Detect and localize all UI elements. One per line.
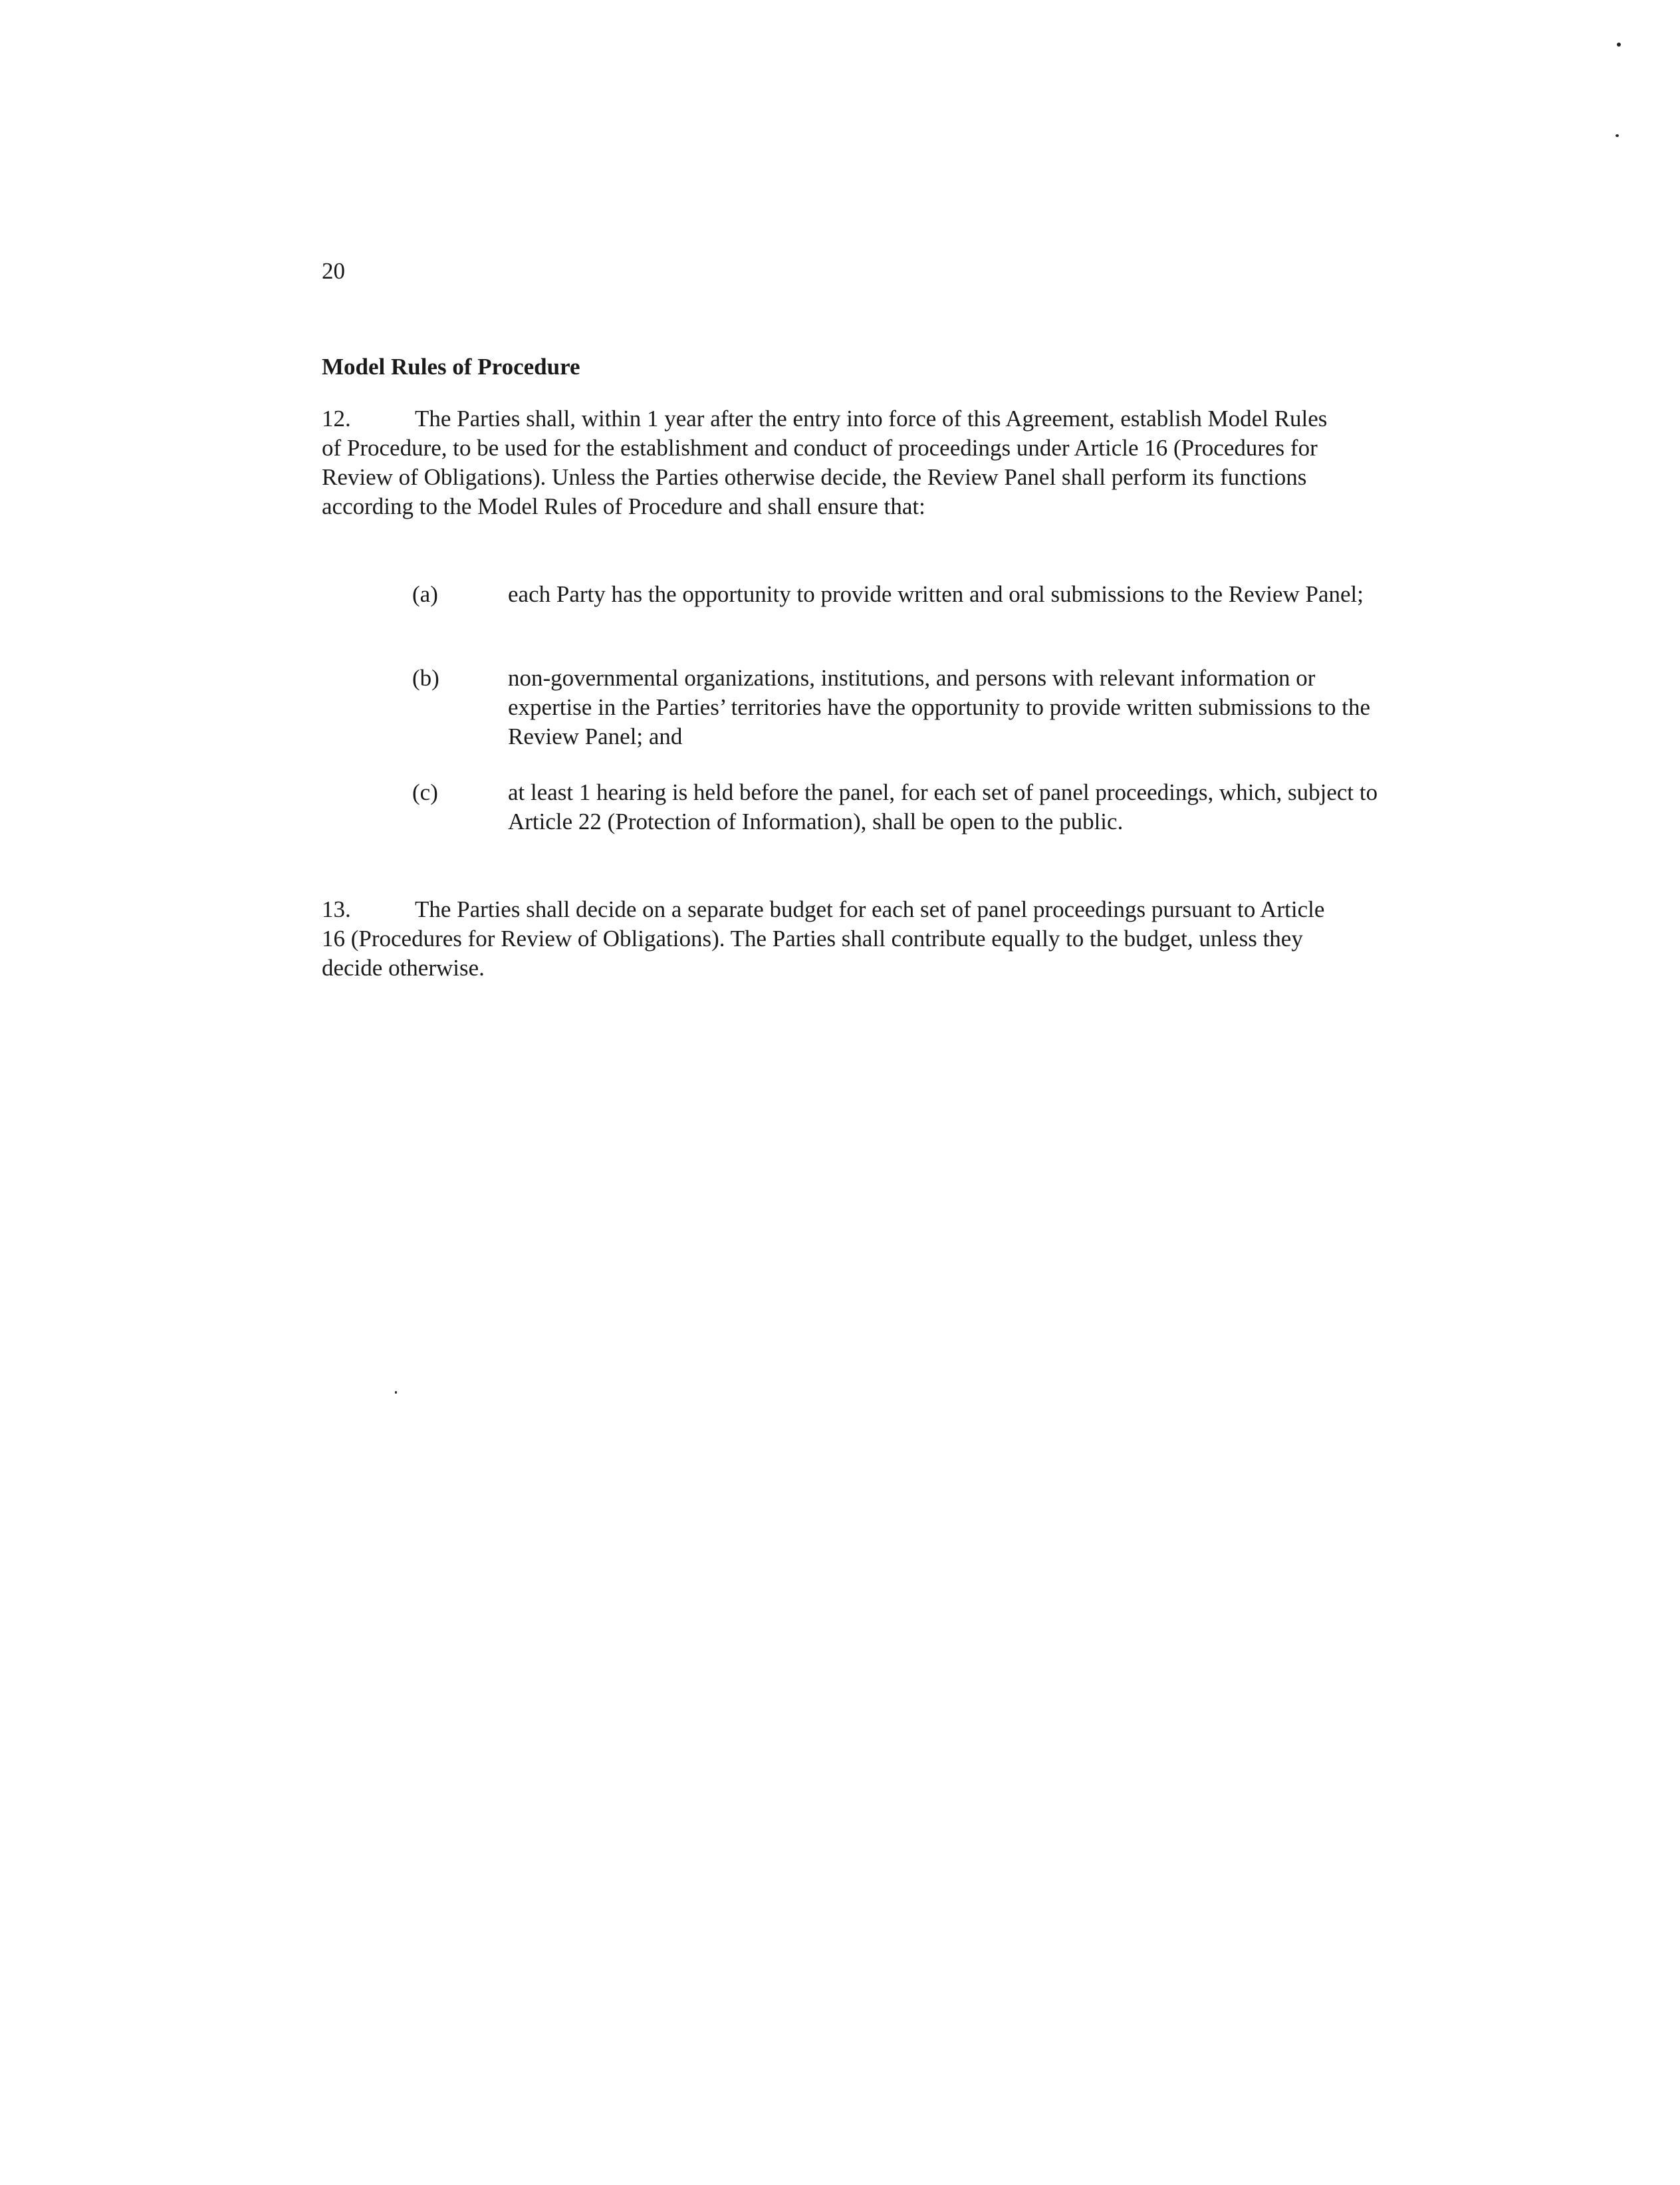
paragraph-text: The Parties shall, within 1 year after the entry into force of this Agreement, establish Model Rules of Procedure, to be used for the establishment and conduct of proceedings under Article 16 (Procedures for Review of Obligations). Unless the Parties otherwise decide, the Review Panel shall perform its functions according to the Model Rules of Procedure and shall ensure that: — [322, 406, 1328, 519]
scan-speck — [395, 1391, 397, 1394]
list-item-text: at least 1 hearing is held before the panel, for each set of panel proceedings, which, subject to Article 22 (Protection of Information), shall be open to the public. — [508, 779, 1378, 835]
list-item-label: (b) — [412, 665, 439, 691]
list-item-label: (a) — [412, 581, 438, 607]
list-item-label: (c) — [412, 779, 438, 805]
scan-speck — [1616, 134, 1619, 137]
paragraph-12 — [322, 404, 1332, 521]
list-item-text: non-governmental organizations, institutions, and persons with relevant information or expertise in the Parties’ territories have the opportunity to provide written submissions to the Review Panel; and — [508, 665, 1370, 749]
page-number: 20 — [322, 258, 345, 284]
paragraph-text: The Parties shall decide on a separate budget for each set of panel proceedings pursuant to Article 16 (Procedures for Review of Obligations). The Parties shall contribute equally to the budget, unless they decide otherwise. — [322, 896, 1325, 981]
section-heading: Model Rules of Procedure — [322, 354, 580, 380]
scan-speck — [1617, 43, 1621, 47]
paragraph-13 — [322, 895, 1332, 983]
list-item-text: each Party has the opportunity to provide written and oral submissions to the Review Panel; — [508, 581, 1364, 607]
paragraph-number: 12. — [322, 406, 351, 432]
paragraph-number: 13. — [322, 896, 351, 922]
